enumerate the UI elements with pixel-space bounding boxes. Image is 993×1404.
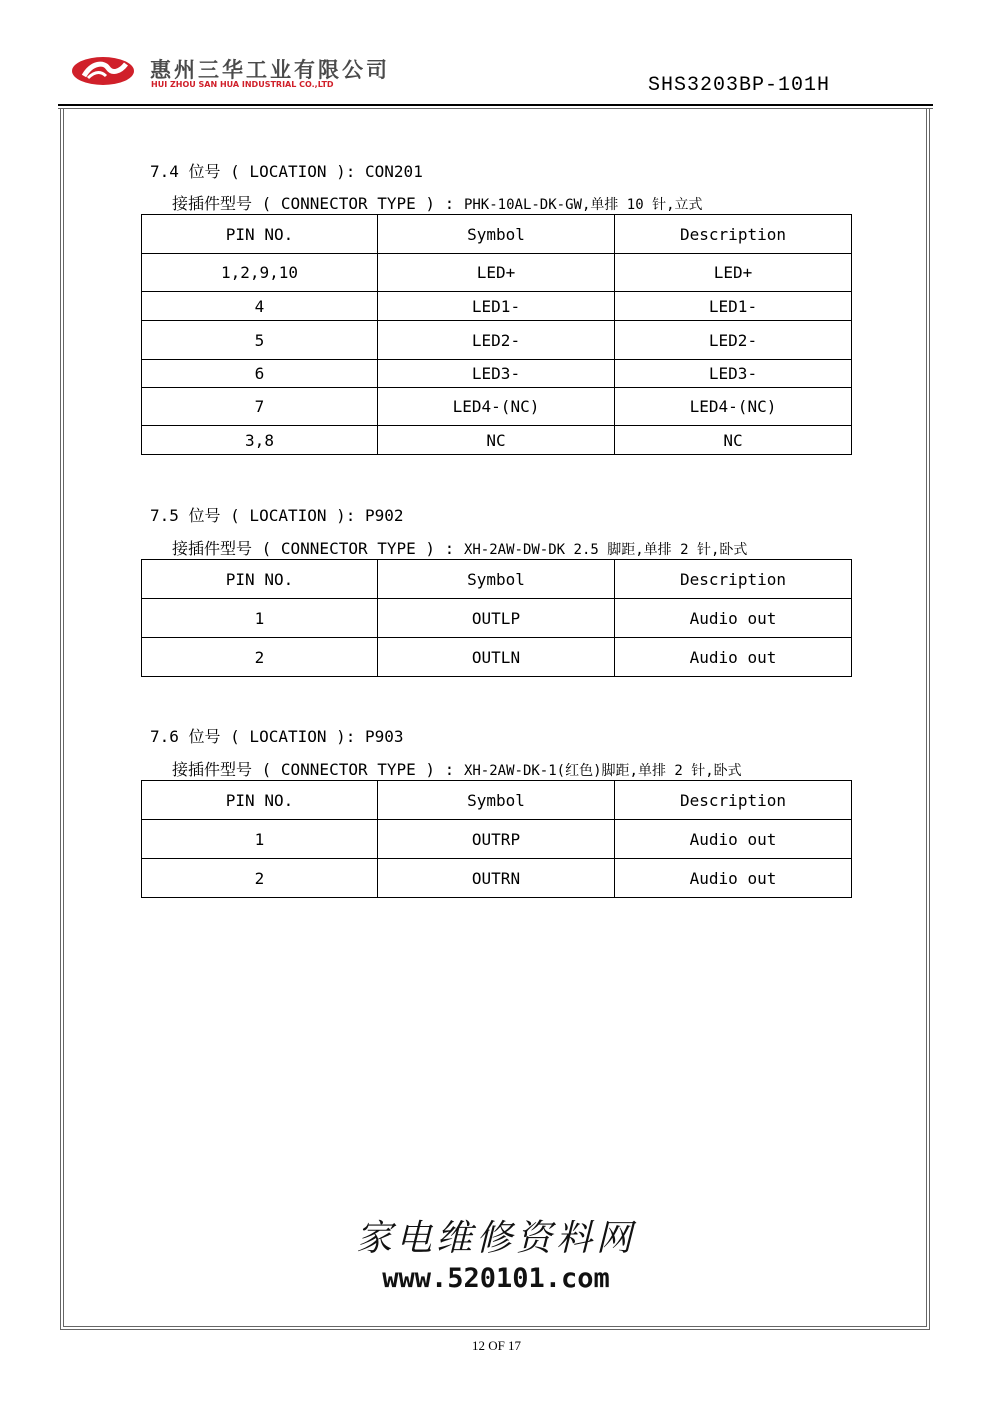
column-header-symbol: Symbol — [378, 560, 615, 599]
cell-description: Audio out — [615, 859, 852, 898]
cell-symbol: OUTLN — [378, 638, 615, 677]
column-header-pin: PIN NO. — [142, 215, 378, 254]
cell-description: LED3- — [615, 360, 852, 388]
pin-table-p902 — [141, 559, 852, 677]
connector-type-value: PHK-10AL-DK-GW,单排 10 针,立式 — [463, 197, 703, 213]
connector-type-7-5 — [172, 536, 747, 559]
section-heading-7-6: 7.6 位号 ( LOCATION ): P903 — [150, 727, 404, 746]
table-row — [142, 254, 852, 292]
section-heading-7-4: 7.4 位号 ( LOCATION ): CON201 — [150, 162, 423, 181]
column-header-symbol: Symbol — [378, 781, 615, 820]
column-header-description: Description — [615, 560, 852, 599]
column-header-pin: PIN NO. — [142, 781, 378, 820]
table-row — [142, 859, 852, 898]
cell-description: Audio out — [615, 638, 852, 677]
connector-type-label: 接插件型号 ( CONNECTOR TYPE ) : — [172, 194, 455, 213]
table-row — [142, 599, 852, 638]
table-header-row — [142, 781, 852, 820]
cell-pin: 2 — [142, 638, 378, 677]
cell-symbol: LED4-(NC) — [378, 388, 615, 426]
cell-pin: 6 — [142, 360, 378, 388]
column-header-description: Description — [615, 215, 852, 254]
column-header-description: Description — [615, 781, 852, 820]
cell-pin: 7 — [142, 388, 378, 426]
column-header-pin: PIN NO. — [142, 560, 378, 599]
connector-type-value: XH-2AW-DW-DK 2.5 脚距,单排 2 针,卧式 — [463, 542, 748, 558]
company-logo — [70, 52, 410, 98]
cell-pin: 1 — [142, 820, 378, 859]
cell-symbol: OUTRN — [378, 859, 615, 898]
company-name-cn: 惠州三华工业有限公司 — [150, 58, 390, 82]
cell-symbol: LED+ — [378, 254, 615, 292]
cell-symbol: NC — [378, 426, 615, 455]
table-row — [142, 388, 852, 426]
connector-type-label: 接插件型号 ( CONNECTOR TYPE ) : — [172, 760, 455, 779]
cell-description: Audio out — [615, 599, 852, 638]
cell-symbol: LED3- — [378, 360, 615, 388]
company-name-en: HUI ZHOU SAN HUA INDUSTRIAL CO.,LTD — [151, 80, 334, 89]
table-row — [142, 360, 852, 388]
table-row — [142, 820, 852, 859]
cell-pin: 1,2,9,10 — [142, 254, 378, 292]
watermark-url: www.520101.com — [382, 1263, 610, 1294]
watermark — [346, 1210, 646, 1294]
cell-description: Audio out — [615, 820, 852, 859]
cell-pin: 2 — [142, 859, 378, 898]
cell-symbol: OUTRP — [378, 820, 615, 859]
section-heading-7-5: 7.5 位号 ( LOCATION ): P902 — [150, 506, 404, 525]
column-header-symbol: Symbol — [378, 215, 615, 254]
table-row — [142, 426, 852, 455]
cell-description: LED2- — [615, 321, 852, 360]
watermark-cn: 家电维修资料网 — [355, 1218, 636, 1259]
page-number: 12 OF 17 — [471, 1338, 522, 1353]
connector-type-value: XH-2AW-DK-1(红色)脚距,单排 2 针,卧式 — [463, 763, 742, 779]
header-divider — [58, 104, 933, 106]
table-header-row — [142, 560, 852, 599]
table-row — [142, 292, 852, 321]
cell-description: LED1- — [615, 292, 852, 321]
cell-pin: 1 — [142, 599, 378, 638]
pin-table-con201 — [141, 214, 852, 455]
company-logo-icon — [70, 54, 136, 88]
cell-pin: 5 — [142, 321, 378, 360]
pin-table-p903 — [141, 780, 852, 898]
cell-symbol: LED2- — [378, 321, 615, 360]
cell-symbol: OUTLP — [378, 599, 615, 638]
cell-description: LED+ — [615, 254, 852, 292]
document-number: SHS3203BP-101H — [647, 74, 830, 97]
table-row — [142, 321, 852, 360]
cell-symbol: LED1- — [378, 292, 615, 321]
cell-description: LED4-(NC) — [615, 388, 852, 426]
cell-pin: 4 — [142, 292, 378, 321]
cell-pin: 3,8 — [142, 426, 378, 455]
connector-type-7-6 — [172, 757, 742, 780]
connector-type-7-4 — [172, 191, 703, 214]
cell-description: NC — [615, 426, 852, 455]
table-row — [142, 638, 852, 677]
table-header-row — [142, 215, 852, 254]
connector-type-label: 接插件型号 ( CONNECTOR TYPE ) : — [172, 539, 455, 558]
